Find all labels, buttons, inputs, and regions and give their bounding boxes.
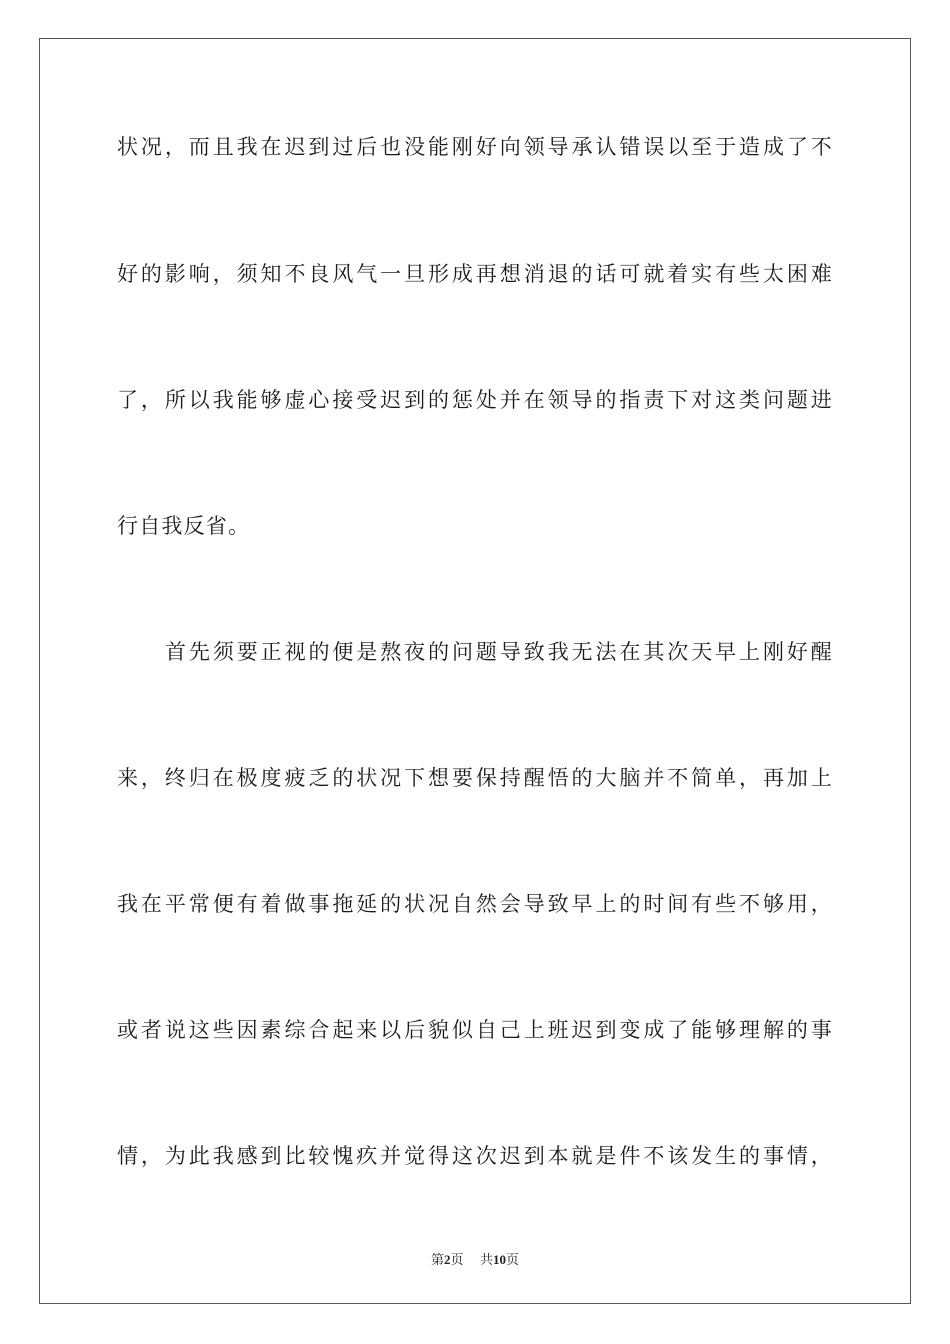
page-border <box>39 38 911 1304</box>
text-line: 状况，而且我在迟到过后也没能刚好向领导承认错误以至于造成了不 <box>117 135 833 159</box>
text-line: 了，所以我能够虚心接受迟到的惩处并在领导的指责下对这类问题进 <box>117 388 833 412</box>
text-line: 好的影响，须知不良风气一旦形成再想消退的话可就着实有些太困难 <box>117 262 833 286</box>
text-line: 我在平常便有着做事拖延的状况自然会导致早上的时间有些不够用， <box>117 892 833 916</box>
text-line: 行自我反省。 <box>117 514 251 538</box>
total-pages: 10 <box>493 1252 507 1267</box>
text-line: 来，终归在极度疲乏的状况下想要保持醒悟的大脑并不简单，再加上 <box>117 766 833 790</box>
text-line: 或者说这些因素综合起来以后貌似自己上班迟到变成了能够理解的事 <box>117 1018 833 1042</box>
total-label-suffix: 页 <box>506 1253 520 1268</box>
paragraph-first-line: 首先须要正视的便是熬夜的问题导致我无法在其次天早上刚好醒 <box>165 640 833 664</box>
page-label-prefix: 第 <box>430 1253 444 1268</box>
page-label-suffix: 页 <box>450 1253 464 1268</box>
total-label-prefix: 共 <box>480 1253 494 1268</box>
page-footer <box>0 1249 950 1268</box>
text-line: 情，为此我感到比较愧疚并觉得这次迟到本就是件不该发生的事情， <box>117 1144 833 1168</box>
page-number: 2 <box>443 1252 451 1267</box>
